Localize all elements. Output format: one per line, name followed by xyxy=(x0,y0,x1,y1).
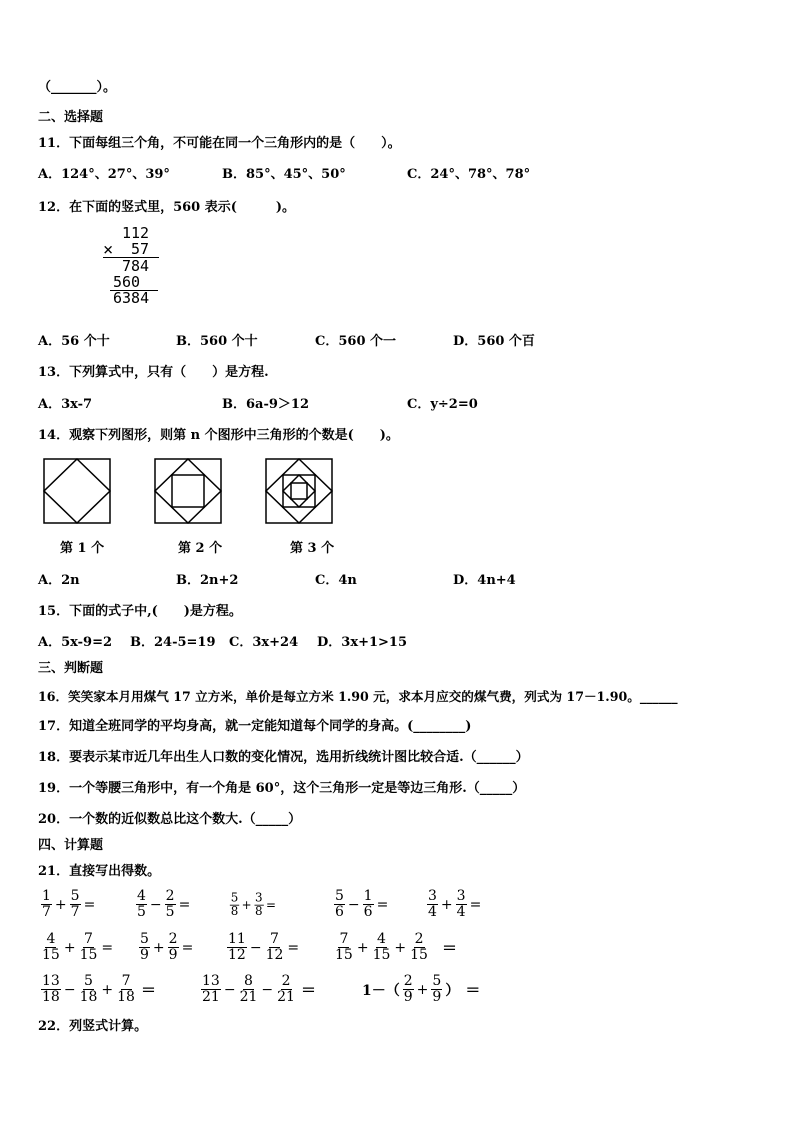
expr-10: 13 18 − $\frac{5}{18}$ + $\frac{7}{18}$ ＝ xyxy=(42,973,156,1005)
expr-11: 13 21 − $\frac{8}{21}$ − $\frac{2}{21}$ ＝ xyxy=(202,973,316,1005)
q14-option-d: D．4n+4 xyxy=(453,573,516,588)
q11-option-a: A．124°、27°、39° xyxy=(38,167,170,182)
expr-9: 7 15 + $\frac{4}{15}$ + $\frac{2}{15}$ ＝ xyxy=(335,931,457,963)
mult-row-2: 57 xyxy=(131,240,150,258)
expr-2: 4 5 − $\frac{2}{5}$ = xyxy=(137,888,191,920)
expr-3: 5 8 + $\frac{3}{8}$ = xyxy=(230,891,277,919)
figure-3-label: 第 3 个 xyxy=(290,541,335,556)
q11-option-c: C．24°、78°、78° xyxy=(407,167,531,182)
section-calc-heading: 四、计算题 xyxy=(38,838,104,853)
expr-1: 1 7 + $\frac{5}{7}$ = xyxy=(42,888,96,920)
q12-option-b: B．560 个十 xyxy=(176,334,258,349)
q15-option-d: D．3x+1>15 xyxy=(317,635,407,650)
mult-line-2 xyxy=(110,290,158,291)
q14-option-b: B．2n+2 xyxy=(176,573,239,588)
q12-option-a: A．56 个十 xyxy=(38,334,110,349)
mult-row-1: 112 xyxy=(122,224,150,242)
expr-12: 1－（ 2 9 + $\frac{5}{9}$ ） ＝ xyxy=(362,973,481,1005)
figure-1 xyxy=(43,458,111,524)
mult-row-4: 560 xyxy=(113,273,141,291)
q12-option-c: C．560 个一 xyxy=(315,334,397,349)
section-judge-heading: 三、判断题 xyxy=(38,661,104,676)
figure-1-label: 第 1 个 xyxy=(60,541,105,556)
expr-4: 5 6 − $\frac{1}{6}$ = xyxy=(335,888,389,920)
q13-option-b: B．6a-9＞12 xyxy=(222,397,309,412)
figure-2-label: 第 2 个 xyxy=(178,541,223,556)
section-choice-heading: 二、选择题 xyxy=(38,110,104,125)
q12-option-d: D．560 个百 xyxy=(453,334,535,349)
mult-line-1 xyxy=(103,257,159,258)
question-18: 18．要表示某市近几年出生人口数的变化情况，选用折线统计图比较合适.（______） xyxy=(38,750,529,765)
question-16: 16．笑笑家本月用煤气 17 立方米，单价是每立方米 1.90 元，求本月应交的煤气费，列式为 17－1.90。______ xyxy=(38,689,678,704)
q11-option-b: B．85°、45°、50° xyxy=(222,167,346,182)
question-14: 14．观察下列图形，则第 n 个图形中三角形的个数是( )。 xyxy=(38,428,399,443)
q13-option-c: C．y÷2=0 xyxy=(407,397,478,412)
question-11: 11．下面每组三个角，不可能在同一个三角形内的是（ ）。 xyxy=(38,136,401,151)
question-15: 15．下面的式子中,( )是方程。 xyxy=(38,604,242,619)
q15-option-a: A．5x-9=2 xyxy=(38,635,113,650)
question-13: 13．下列算式中，只有（ ）是方程. xyxy=(38,365,269,380)
top-blank-line: （_______）。 xyxy=(38,80,117,95)
question-12: 12．在下面的竖式里，560 表示( )。 xyxy=(38,200,296,215)
q14-option-a: A．2n xyxy=(38,573,80,588)
question-19: 19．一个等腰三角形中，有一个角是 60°，这个三角形一定是等边三角形.（_____） xyxy=(38,781,526,796)
question-21: 21．直接写出得数。 xyxy=(38,864,161,879)
question-20: 20．一个数的近似数总比这个数大.（_____） xyxy=(38,812,302,827)
question-22: 22．列竖式计算。 xyxy=(38,1019,148,1034)
q15-option-b: B．24-5=19 xyxy=(130,635,216,650)
expr-7: 5 9 + $\frac{2}{9}$ = xyxy=(140,931,194,963)
expr-5: 3 4 + $\frac{3}{4}$ = xyxy=(428,888,482,920)
expr-6: 4 15 + $\frac{7}{15}$ = xyxy=(42,931,114,963)
question-17: 17．知道全班同学的平均身高，就一定能知道每个同学的身高。(________) xyxy=(38,719,472,734)
mult-sign: × xyxy=(103,240,114,260)
vertical-multiplication xyxy=(100,224,170,310)
q14-option-c: C．4n xyxy=(315,573,357,588)
figure-2 xyxy=(154,458,222,524)
mult-row-5: 6384 xyxy=(113,289,150,307)
expr-8: 11 12 − $\frac{7}{12}$ = xyxy=(228,931,300,963)
mult-row-3: 784 xyxy=(122,257,150,275)
q13-option-a: A．3x-7 xyxy=(38,397,93,412)
q15-option-c: C．3x+24 xyxy=(229,635,299,650)
figure-3 xyxy=(265,458,333,524)
